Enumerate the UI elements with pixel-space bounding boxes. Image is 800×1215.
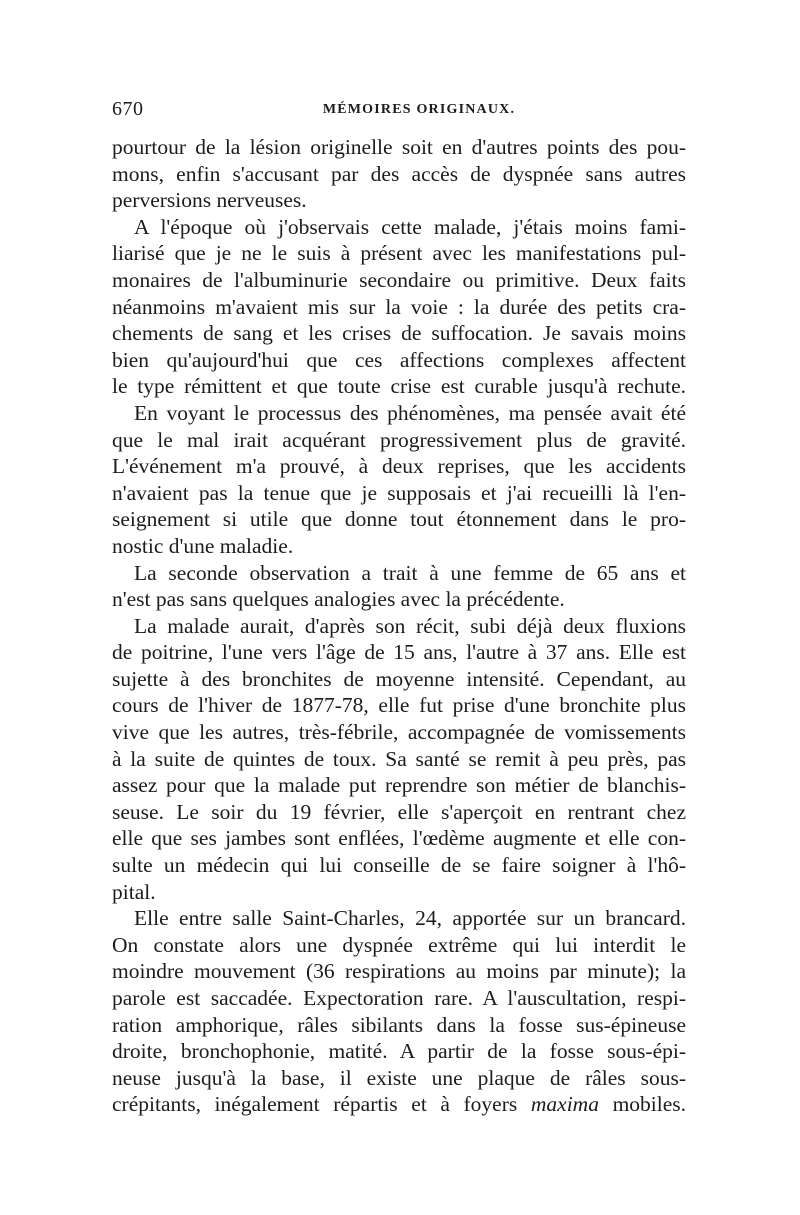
text-line: seuse. Le soir du 19 février, elle s'aperçoit en rentrant chez <box>112 799 686 824</box>
text-line: nostic d'une maladie. <box>112 533 294 558</box>
text-line: bien qu'aujourd'hui que ces affections complexes affectent <box>112 347 686 372</box>
text-line: néanmoins m'avaient mis sur la voie : la durée des petits cra- <box>112 294 686 319</box>
text-line: droite, bronchophonie, matité. A partir de la fosse sous-épi- <box>112 1039 686 1064</box>
text-line-final <box>112 1091 686 1118</box>
text-line: On constate alors une dyspnée extrême qui lui interdit le <box>112 932 686 957</box>
text-line: n'avaient pas la tenue que je supposais et j'ai recueilli là l'en- <box>112 480 686 505</box>
page-number: 670 <box>112 98 144 120</box>
text-segment: crépitants, inégalement répartis et à foyers <box>112 1092 518 1117</box>
paragraph <box>112 560 686 613</box>
text-line: monaires de l'albuminurie secondaire ou primitive. Deux faits <box>112 267 686 292</box>
text-line: mons, enfin s'accusant par des accès de dyspnée sans autres <box>112 161 686 186</box>
italic-term: maxima <box>530 1092 599 1117</box>
text-line: seignement si utile que donne tout étonnement dans le pro- <box>112 507 686 532</box>
text-line: sulte un médecin qui lui conseille de se faire soigner à l'hô- <box>112 853 686 878</box>
running-title: MÉMOIRES ORIGINAUX. <box>322 102 516 117</box>
text-line: ration amphorique, râles sibilants dans la fosse sus-épineuse <box>112 1012 686 1037</box>
text-line: que le mal irait acquérant progressivement plus de gravité. <box>112 427 686 452</box>
text-line: n'est pas sans quelques analogies avec la précédente. <box>112 587 565 612</box>
text-line: La seconde observation a trait à une femme de 65 ans et <box>134 560 686 585</box>
text-line: de poitrine, l'une vers l'âge de 15 ans, l'autre à 37 ans. Elle est <box>112 640 686 665</box>
text-line: parole est saccadée. Expectoration rare. A l'auscultation, respi- <box>112 986 686 1010</box>
text-line: elle que ses jambes sont enflées, l'œdème augmente et elle con- <box>112 826 686 851</box>
text-segment: mobiles. <box>612 1092 687 1117</box>
paragraph <box>112 214 686 400</box>
text-line: L'événement m'a prouvé, à deux reprises, que les accidents <box>112 454 686 479</box>
text-line: Elle entre salle Saint-Charles, 24, apportée sur un brancard. <box>134 906 686 931</box>
page-header <box>112 98 686 128</box>
paragraph <box>112 134 686 214</box>
text-line: pital. <box>112 879 156 904</box>
text-line: liarisé que je ne le suis à présent avec les manifestations pul- <box>112 241 686 266</box>
paragraph <box>112 400 686 560</box>
paragraph <box>112 905 686 1118</box>
paragraph <box>112 613 686 906</box>
text-line: La malade aurait, d'après son récit, subi déjà deux fluxions <box>134 613 686 638</box>
text-line: A l'époque où j'observais cette malade, j'étais moins fami- <box>134 214 686 239</box>
text-line: chements de sang et les crises de suffocation. Je savais moins <box>112 321 686 346</box>
book-page <box>112 98 686 1118</box>
text-line: perversions nerveuses. <box>112 188 307 213</box>
text-line: cours de l'hiver de 1877-78, elle fut prise d'une bronchite plus <box>112 693 686 718</box>
text-line: le type rémittent et que toute crise est curable jusqu'à rechute. <box>112 374 686 399</box>
text-line: pourtour de la lésion originelle soit en d'autres points des pou- <box>112 135 686 159</box>
text-line: à la suite de quintes de toux. Sa santé se remit à peu près, pas <box>112 746 686 771</box>
text-line: vive que les autres, très-fébrile, accompagnée de vomissements <box>112 720 686 745</box>
text-line: neuse jusqu'à la base, il existe une plaque de râles sous- <box>112 1065 686 1090</box>
text-line: assez pour que la malade put reprendre son métier de blanchis- <box>112 773 686 798</box>
text-line: En voyant le processus des phénomènes, ma pensée avait été <box>134 400 686 425</box>
text-line: moindre mouvement (36 respirations au moins par minute); la <box>112 959 686 984</box>
text-line: sujette à des bronchites de moyenne intensité. Cependant, au <box>112 666 686 691</box>
